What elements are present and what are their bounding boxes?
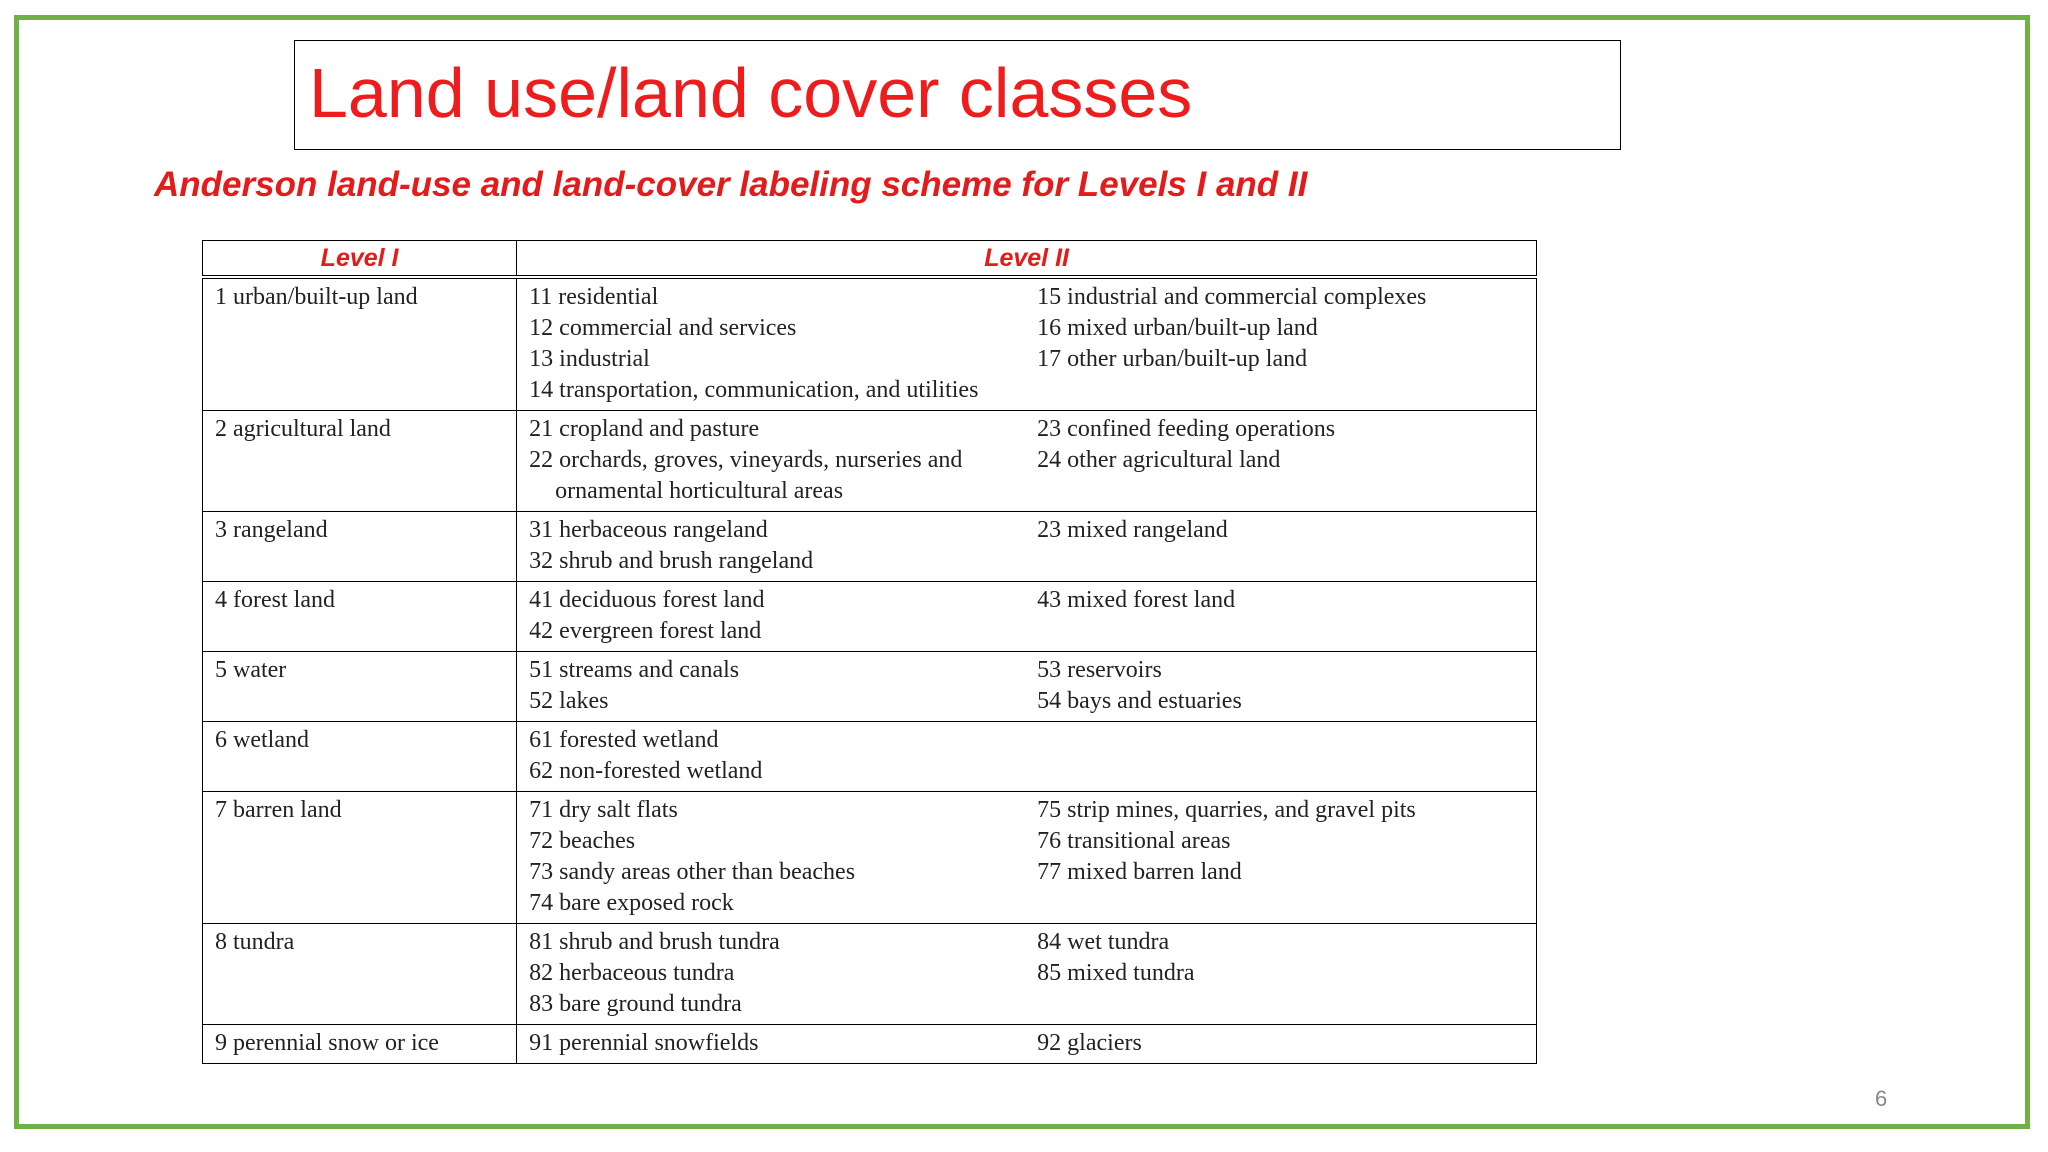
level2-class: 53 reservoirs	[1037, 657, 1162, 683]
level2-cell	[517, 924, 1537, 1025]
level2-column-right	[1037, 414, 1526, 507]
level2-cell	[517, 652, 1537, 722]
level2-column-right	[1037, 927, 1526, 1020]
level2-class: 23 confined feeding operations	[1037, 416, 1336, 442]
level2-class: 22 orchards, groves, vineyards, nurseries and ornamental horticultural areas	[529, 447, 963, 504]
level2-column-left	[529, 725, 1037, 787]
level2-class: 52 lakes	[529, 688, 609, 714]
table-body	[203, 277, 1537, 1064]
table-row	[203, 582, 1537, 652]
level2-class: 21 cropland and pasture	[529, 416, 760, 442]
level2-class: 15 industrial and commercial complexes	[1037, 284, 1427, 310]
page-number: 6	[1875, 1086, 1888, 1111]
table-row	[203, 722, 1537, 792]
level1-cell	[203, 582, 517, 652]
level1-cell	[203, 277, 517, 411]
level2-column-right	[1037, 515, 1526, 577]
title-box	[294, 40, 1621, 150]
level1-label: 9 perennial snow or ice	[215, 1030, 439, 1056]
table-row	[203, 792, 1537, 924]
level2-column-left	[529, 927, 1037, 1020]
level1-cell	[203, 512, 517, 582]
level2-class: 92 glaciers	[1037, 1030, 1142, 1056]
level1-cell	[203, 1025, 517, 1064]
level2-class: 72 beaches	[529, 828, 636, 854]
level2-column-left	[529, 655, 1037, 717]
table-row	[203, 277, 1537, 411]
slide-subtitle: Anderson land-use and land-cover labeling scheme for Levels I and II	[154, 165, 1308, 204]
level1-label: 7 barren land	[215, 797, 342, 823]
level2-class: 42 evergreen forest land	[529, 618, 762, 644]
level2-column-left	[529, 515, 1037, 577]
level1-label: 8 tundra	[215, 929, 295, 955]
level2-class: 62 non-forested wetland	[529, 758, 763, 784]
level2-class: 54 bays and estuaries	[1037, 688, 1242, 714]
level2-class: 11 residential	[529, 284, 659, 310]
level2-class: 77 mixed barren land	[1037, 859, 1242, 885]
level2-class: 91 perennial snowfields	[529, 1030, 759, 1056]
level2-class: 24 other agricultural land	[1037, 447, 1281, 473]
level2-column-right	[1037, 585, 1526, 647]
level2-class: 13 industrial	[529, 346, 650, 372]
level2-column-right	[1037, 725, 1526, 787]
level2-class: 74 bare exposed rock	[529, 890, 734, 916]
level2-column-right	[1037, 795, 1526, 919]
table-row	[203, 512, 1537, 582]
level2-cell	[517, 411, 1537, 512]
level1-label: 1 urban/built-up land	[215, 284, 418, 310]
level2-class: 75 strip mines, quarries, and gravel pits	[1037, 797, 1416, 823]
level2-cell	[517, 512, 1537, 582]
level1-cell	[203, 652, 517, 722]
level2-column-right	[1037, 655, 1526, 717]
level2-class: 17 other urban/built-up land	[1037, 346, 1308, 372]
level2-cell	[517, 277, 1537, 411]
level2-class: 41 deciduous forest land	[529, 587, 765, 613]
table-row	[203, 411, 1537, 512]
anderson-scheme-table	[202, 240, 1537, 1064]
level2-column-left	[529, 414, 1037, 507]
level2-class: 76 transitional areas	[1037, 828, 1231, 854]
level2-class: 51 streams and canals	[529, 657, 740, 683]
level2-class: 84 wet tundra	[1037, 929, 1170, 955]
level1-label: 4 forest land	[215, 587, 335, 613]
level2-class: 32 shrub and brush rangeland	[529, 548, 814, 574]
level2-class: 31 herbaceous rangeland	[529, 517, 768, 543]
level2-class: 23 mixed rangeland	[1037, 517, 1228, 543]
level2-cell	[517, 722, 1537, 792]
level2-class: 73 sandy areas other than beaches	[529, 859, 856, 885]
level2-class: 83 bare ground tundra	[529, 991, 742, 1017]
level2-class: 43 mixed forest land	[1037, 587, 1236, 613]
level2-cell	[517, 1025, 1537, 1064]
level2-cell	[517, 582, 1537, 652]
level2-class: 61 forested wetland	[529, 727, 719, 753]
level2-column-right	[1037, 1028, 1526, 1059]
level1-cell	[203, 792, 517, 924]
level1-label: 6 wetland	[215, 727, 309, 753]
header-level1: Level I	[203, 241, 517, 278]
table-row	[203, 652, 1537, 722]
level2-class: 16 mixed urban/built-up land	[1037, 315, 1318, 341]
level2-class: 14 transportation, communication, and utilities	[529, 377, 979, 403]
level2-cell	[517, 792, 1537, 924]
level2-class: 71 dry salt flats	[529, 797, 678, 823]
level2-column-left	[529, 1028, 1037, 1059]
level2-column-left	[529, 282, 1037, 406]
slide-title: Land use/land cover classes	[309, 54, 1193, 132]
level1-label: 3 rangeland	[215, 517, 328, 543]
level2-class: 85 mixed tundra	[1037, 960, 1195, 986]
level2-column-right	[1037, 282, 1526, 406]
level2-column-left	[529, 795, 1037, 919]
header-level2: Level II	[517, 241, 1537, 278]
level1-cell	[203, 924, 517, 1025]
level2-column-left	[529, 585, 1037, 647]
level2-class: 12 commercial and services	[529, 315, 797, 341]
level2-class: 82 herbaceous tundra	[529, 960, 735, 986]
level1-label: 5 water	[215, 657, 287, 683]
table-header-row	[203, 241, 1537, 278]
table-row	[203, 1025, 1537, 1064]
table-row	[203, 924, 1537, 1025]
level2-class: 81 shrub and brush tundra	[529, 929, 780, 955]
level1-cell	[203, 722, 517, 792]
level1-label: 2 agricultural land	[215, 416, 391, 442]
level1-cell	[203, 411, 517, 512]
